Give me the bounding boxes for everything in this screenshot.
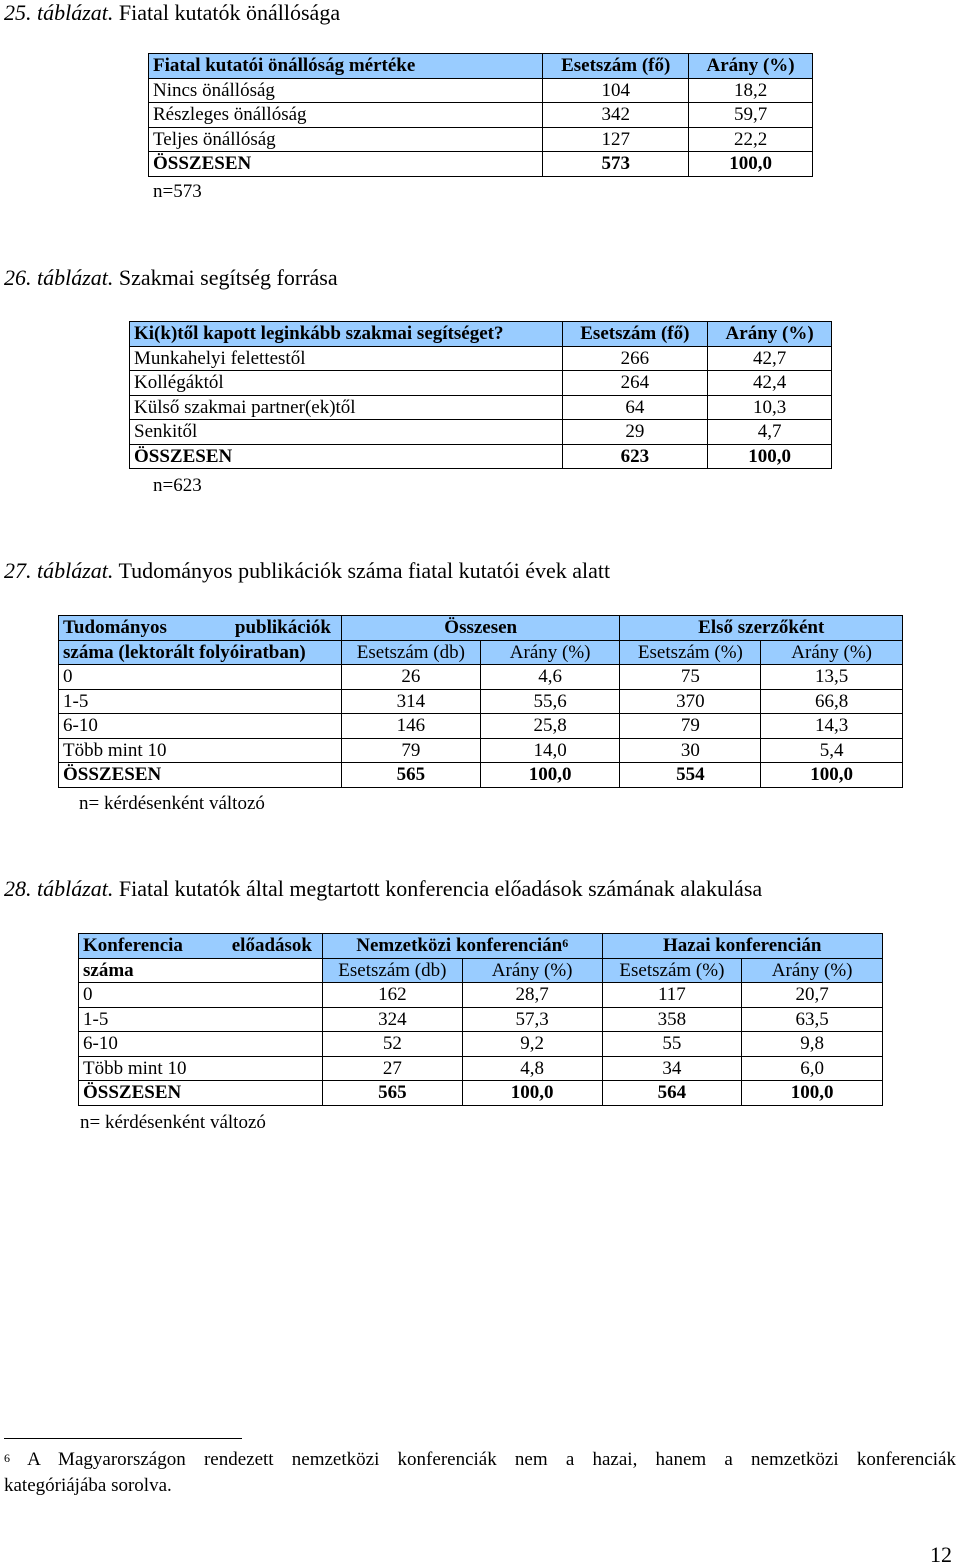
group-header-international [322, 934, 602, 959]
table-row [130, 346, 832, 371]
table-row [130, 371, 832, 396]
table-row [79, 1056, 883, 1081]
table-row [59, 665, 903, 690]
table-27-caption [4, 558, 610, 584]
count-cell: 266 [562, 346, 708, 371]
footnote [4, 1447, 956, 1499]
total-value: 100,0 [761, 763, 903, 788]
sample-size-note: n= kérdésenként változó [79, 793, 265, 814]
table-27 [58, 615, 903, 788]
count-cell: 64 [562, 395, 708, 420]
footnote-separator [4, 1438, 242, 1439]
row-label: Részleges önállóság [149, 103, 543, 128]
value-cell: 30 [620, 738, 761, 763]
sample-size-note: n=623 [153, 475, 202, 496]
percent-cell: 42,7 [708, 346, 832, 371]
table-row [130, 420, 832, 445]
table-total-row [130, 444, 832, 469]
value-cell: 6,0 [742, 1056, 883, 1081]
table-26 [129, 321, 832, 469]
table-total-row [149, 152, 813, 177]
value-cell: 324 [322, 1007, 462, 1032]
row-label: Külső szakmai partner(ek)től [130, 395, 563, 420]
value-cell: 146 [341, 714, 480, 739]
table-26-caption [4, 265, 338, 291]
total-count: 573 [543, 152, 689, 177]
total-value: 554 [620, 763, 761, 788]
count-cell: 127 [543, 127, 689, 152]
row-label: Nincs önállóság [149, 78, 543, 103]
caption-number: 28. táblázat. [4, 876, 114, 901]
total-label: ÖSSZESEN [149, 152, 543, 177]
subheader-cell: Esetszám (db) [322, 958, 462, 983]
value-cell: 63,5 [742, 1007, 883, 1032]
row-label: 0 [79, 983, 323, 1008]
table-subheader-row [59, 640, 903, 665]
percent-cell: 4,7 [708, 420, 832, 445]
footnote-line [4, 1447, 956, 1473]
sample-size-note: n= kérdésenként változó [80, 1112, 266, 1133]
footnote-marker: 6 [4, 1451, 10, 1465]
percent-cell: 59,7 [689, 103, 813, 128]
group-header-domestic: Hazai konferencián [602, 934, 882, 959]
table-row [59, 689, 903, 714]
value-cell: 28,7 [462, 983, 602, 1008]
header-cell: száma (lektorált folyóiratban) [59, 640, 342, 665]
total-label: ÖSSZESEN [79, 1081, 323, 1106]
table-total-row [79, 1081, 883, 1106]
total-value: 100,0 [462, 1081, 602, 1106]
table-group-header-row [79, 934, 883, 959]
value-cell: 75 [620, 665, 761, 690]
caption-title: Fiatal kutatók által megtartott konferencia előadások számának alakulása [118, 876, 763, 901]
value-cell: 4,6 [480, 665, 620, 690]
header-cell: Esetszám (fő) [543, 54, 689, 79]
header-cell: száma [79, 958, 323, 983]
value-cell: 57,3 [462, 1007, 602, 1032]
count-cell: 342 [543, 103, 689, 128]
subheader-cell: Arány (%) [742, 958, 883, 983]
row-label: Senkitől [130, 420, 563, 445]
table-28-caption [4, 876, 762, 902]
value-cell: 14,3 [761, 714, 903, 739]
value-cell: 358 [602, 1007, 742, 1032]
total-value: 100,0 [480, 763, 620, 788]
value-cell: 26 [341, 665, 480, 690]
group-header-total: Összesen [341, 616, 620, 641]
percent-cell: 10,3 [708, 395, 832, 420]
value-cell: 14,0 [480, 738, 620, 763]
caption-number: 26. táblázat. [4, 265, 114, 290]
header-cell [59, 616, 342, 641]
row-label: 6-10 [79, 1032, 323, 1057]
total-label: ÖSSZESEN [130, 444, 563, 469]
percent-cell: 22,2 [689, 127, 813, 152]
header-word: Konferencia [83, 935, 183, 957]
table-row [79, 1007, 883, 1032]
value-cell: 20,7 [742, 983, 883, 1008]
value-cell: 25,8 [480, 714, 620, 739]
subheader-cell: Arány (%) [462, 958, 602, 983]
value-cell: 55,6 [480, 689, 620, 714]
value-cell: 66,8 [761, 689, 903, 714]
header-cell: Ki(k)től kapott leginkább szakmai segítséget? [130, 322, 563, 347]
table-row [59, 714, 903, 739]
sample-size-note: n=573 [153, 181, 202, 202]
caption-title: Szakmai segítség forrása [118, 265, 338, 290]
value-cell: 55 [602, 1032, 742, 1057]
subheader-cell: Arány (%) [480, 640, 620, 665]
value-cell: 117 [602, 983, 742, 1008]
table-group-header-row [59, 616, 903, 641]
value-cell: 314 [341, 689, 480, 714]
caption-title: Fiatal kutatók önállósága [118, 0, 341, 25]
page-number: 12 [930, 1542, 952, 1567]
row-label: Több mint 10 [59, 738, 342, 763]
caption-number: 25. táblázat. [4, 0, 114, 25]
row-label: Teljes önállóság [149, 127, 543, 152]
table-row [149, 127, 813, 152]
total-count: 623 [562, 444, 708, 469]
header-word: publikációk [234, 617, 331, 639]
table-row [79, 1032, 883, 1057]
header-word: előadások [231, 935, 312, 957]
caption-number: 27. táblázat. [4, 558, 114, 583]
group-header-label: Nemzetközi konferencián [356, 935, 563, 957]
table-total-row [59, 763, 903, 788]
table-25 [148, 53, 813, 177]
value-cell: 4,8 [462, 1056, 602, 1081]
value-cell: 9,8 [742, 1032, 883, 1057]
row-label: Kollégáktól [130, 371, 563, 396]
row-label: 0 [59, 665, 342, 690]
table-row [79, 983, 883, 1008]
caption-title: Tudományos publikációk száma fiatal kutatói évek alatt [118, 558, 611, 583]
count-cell: 29 [562, 420, 708, 445]
footnote-ref[interactable]: 6 [562, 936, 569, 951]
total-value: 564 [602, 1081, 742, 1106]
count-cell: 104 [543, 78, 689, 103]
percent-cell: 42,4 [708, 371, 832, 396]
value-cell: 79 [620, 714, 761, 739]
subheader-cell: Esetszám (%) [602, 958, 742, 983]
row-label: Munkahelyi felettestől [130, 346, 563, 371]
header-cell: Fiatal kutatói önállóság mértéke [149, 54, 543, 79]
value-cell: 5,4 [761, 738, 903, 763]
table-row [59, 738, 903, 763]
group-header-first-author: Első szerzőként [620, 616, 903, 641]
table-28 [78, 933, 883, 1106]
value-cell: 162 [322, 983, 462, 1008]
value-cell: 27 [322, 1056, 462, 1081]
value-cell: 13,5 [761, 665, 903, 690]
total-value: 565 [341, 763, 480, 788]
total-value: 100,0 [742, 1081, 883, 1106]
total-percent: 100,0 [689, 152, 813, 177]
value-cell: 34 [602, 1056, 742, 1081]
table-header-row [149, 54, 813, 79]
percent-cell: 18,2 [689, 78, 813, 103]
total-percent: 100,0 [708, 444, 832, 469]
table-header-row [130, 322, 832, 347]
header-cell: Arány (%) [689, 54, 813, 79]
value-cell: 79 [341, 738, 480, 763]
header-cell: Esetszám (fő) [562, 322, 708, 347]
subheader-cell: Arány (%) [761, 640, 903, 665]
count-cell: 264 [562, 371, 708, 396]
total-value: 565 [322, 1081, 462, 1106]
row-label: 1-5 [59, 689, 342, 714]
row-label: Több mint 10 [79, 1056, 323, 1081]
header-cell [79, 934, 323, 959]
value-cell: 9,2 [462, 1032, 602, 1057]
header-cell: Arány (%) [708, 322, 832, 347]
row-label: 1-5 [79, 1007, 323, 1032]
subheader-cell: Esetszám (db) [341, 640, 480, 665]
table-25-caption [4, 0, 340, 26]
subheader-cell: Esetszám (%) [620, 640, 761, 665]
table-subheader-row [79, 958, 883, 983]
table-row [130, 395, 832, 420]
table-row [149, 78, 813, 103]
footnote-text: A Magyarországon rendezett nemzetközi konferenciák nem a hazai, hanem a nemzetközi konferenciák [27, 1449, 956, 1470]
footnote-line: kategóriájába sorolva. [4, 1475, 172, 1496]
row-label: 6-10 [59, 714, 342, 739]
table-row [149, 103, 813, 128]
total-label: ÖSSZESEN [59, 763, 342, 788]
header-word: Tudományos [63, 617, 167, 639]
value-cell: 370 [620, 689, 761, 714]
value-cell: 52 [322, 1032, 462, 1057]
